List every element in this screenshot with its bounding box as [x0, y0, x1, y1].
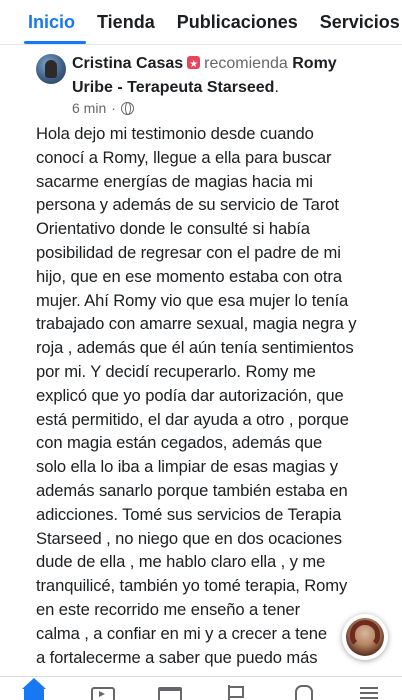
post-text-line: persona y además de su servicio de Tarot: [36, 195, 339, 215]
recommends-text: recomienda: [204, 55, 288, 72]
post-text-line: Hola dejo mi testimonio desde cuando: [36, 124, 314, 143]
marketplace-icon[interactable]: [156, 681, 180, 700]
chat-head-hair: [350, 620, 380, 648]
meta-separator: ·: [111, 100, 116, 116]
recommendation-badge-icon: [187, 56, 200, 69]
post-timestamp[interactable]: 6 min: [72, 100, 107, 116]
bottom-navigation: [0, 676, 402, 700]
tab-tienda[interactable]: Tienda: [97, 11, 155, 32]
post-text-line: Orientativo donde le consulté si había: [36, 219, 310, 239]
flag-icon[interactable]: [223, 681, 247, 700]
post-header: [36, 50, 396, 120]
menu-icon[interactable]: [357, 681, 381, 700]
post-text-line: mujer. Ahí Romy vio que esa mujer lo tenía: [36, 290, 349, 310]
post-text-line: trabajado con amarre sexual, magia negra y: [36, 314, 357, 334]
post-text-line: adicciones. Tomé sus servicios de Terapia: [36, 504, 342, 524]
tabs-divider: [0, 44, 402, 45]
post-text-line: por mi. Y decidí recuperarlo. Romy me: [36, 361, 316, 381]
post-text-line: roja , además que él aún tenía sentimientos: [36, 338, 354, 358]
bell-icon[interactable]: [290, 681, 314, 700]
post-text-line: a fortalecerme a saber que puedo más: [36, 647, 318, 667]
video-icon[interactable]: [89, 681, 113, 700]
tab-publicaciones[interactable]: Publicaciones: [176, 11, 298, 32]
post-text-line: sacarme energías de magias hacia mi: [36, 171, 313, 191]
post-text-line: tranquilicé, también yo tomé terapia, Romy: [36, 576, 348, 596]
globe-icon: [121, 102, 134, 115]
post-text-line: conocí a Romy, llegue a ella para buscar: [36, 147, 332, 167]
tab-servicios[interactable]: Servicios: [319, 11, 400, 32]
page-tab-bar: [0, 0, 402, 44]
post-body: [36, 122, 382, 669]
post-text-line: hijo, que en ese momento estaba con otra: [36, 266, 342, 286]
post-headline: [72, 52, 392, 100]
post-text-line: Starseed , no niego que en dos ocaciones: [36, 528, 342, 548]
author-avatar[interactable]: [36, 54, 66, 84]
chat-head-avatar[interactable]: [342, 614, 388, 660]
page-name-part2[interactable]: Uribe - Terapeuta Starseed: [72, 79, 275, 96]
avatar-figure: [45, 60, 57, 78]
author-name[interactable]: Cristina Casas: [72, 55, 184, 72]
page-name-period: .: [274, 79, 279, 96]
page-name-part1[interactable]: Romy: [292, 55, 337, 72]
post-text-line: con magia están cegados, además que: [36, 433, 323, 453]
tab-inicio[interactable]: Inicio: [28, 11, 76, 32]
post-text-line: posibilidad de regresar con el padre de mi: [36, 242, 341, 262]
home-icon[interactable]: [22, 681, 46, 700]
post-text-line: solo ella lo iba a limpiar de esas magias y: [36, 457, 338, 477]
post-text-line: calma , a confiar en mi y a crecer a tene: [36, 623, 328, 643]
post-text-line: además sanarlo porque también estaba en: [36, 480, 348, 500]
post-meta: [72, 100, 134, 116]
post-text-line: en este recorrido me enseño a tener: [36, 599, 301, 619]
post-text-line: explicó que yo podía dar autorización, que: [36, 385, 344, 405]
post-text-line: está permitido, el dar ayuda a otro , porque: [36, 409, 349, 429]
post-text-line: dude de ella , me hablo claro ella , y me: [36, 552, 326, 572]
